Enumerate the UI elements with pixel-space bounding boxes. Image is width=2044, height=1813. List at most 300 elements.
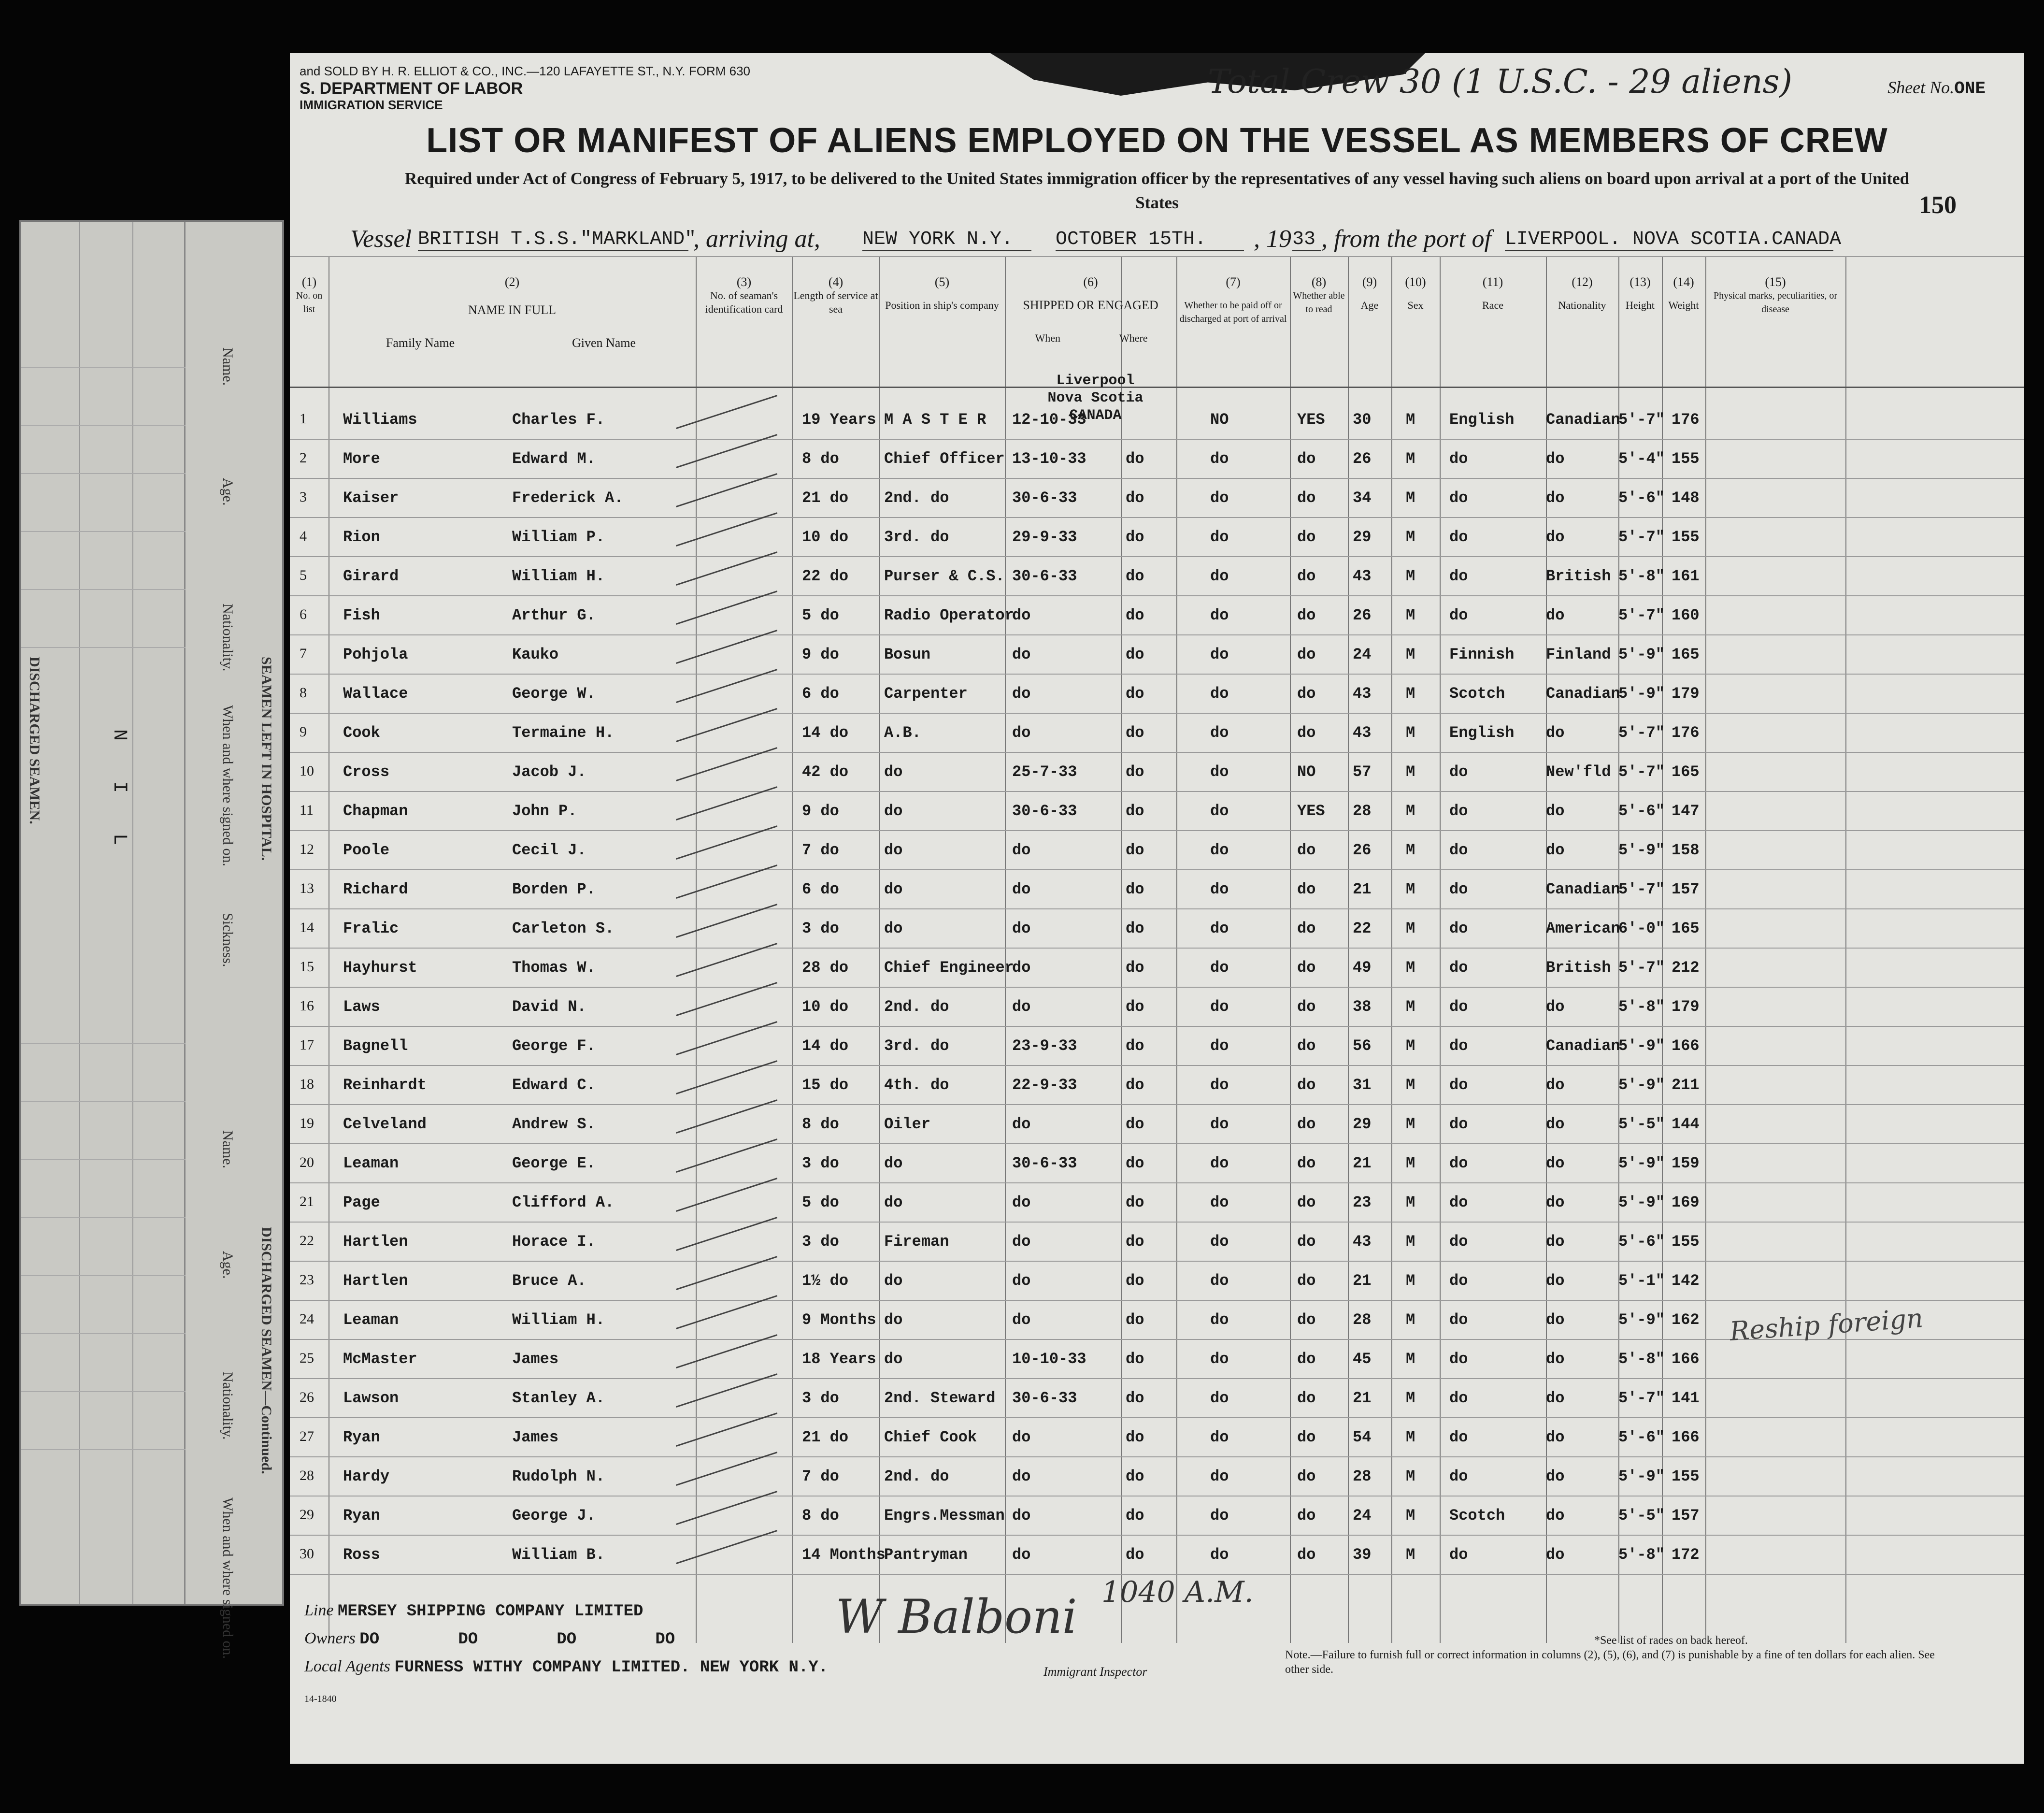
inspector-signature: W Balboni xyxy=(836,1590,1077,1644)
cell-family: Rion xyxy=(343,528,380,546)
cell-age: 22 xyxy=(1353,920,1372,937)
cell-read: do xyxy=(1297,646,1316,663)
cell-given: Jacob J. xyxy=(512,763,586,781)
cell-age: 43 xyxy=(1353,685,1372,703)
cell-age: 21 xyxy=(1353,880,1372,898)
cell-given: Borden P. xyxy=(512,880,596,898)
cell-paid: do xyxy=(1210,1194,1229,1211)
cell-nationality: New'fld xyxy=(1546,763,1611,781)
cell-sex: M xyxy=(1406,1272,1415,1290)
cell-race: do xyxy=(1449,763,1468,781)
cell-age: 43 xyxy=(1353,724,1372,742)
cell-when: do xyxy=(1012,959,1031,977)
cell-family: Reinhardt xyxy=(343,1076,427,1094)
manifest-page: and SOLD BY H. R. ELLIOT & CO., INC.—120 LAFAYETTE ST., N.Y. FORM 630 S. DEPARTMENT OF LABOR IMMIGRATION SERVICE Total Crew 30 (1 U.S.C. - 29 aliens) Sheet No.ONE LIST OR MANIFEST OF ALIENS EMPLOYED ON THE VESSEL AS MEMBERS OF CREW Required under Act of Congress of February 5, 1917, to be delivered to the United States immigration officer by the representatives of any vessel having such aliens on board upon arrival at a port of the United States 150 Vessel BRITISH T.S.S."MARKLAND" , arriving at, NEW YORK N.Y. OCTOBER 15TH. , 19 33 , from the port of LIVERPOOL. NOVA SCOTIA.CANADA (1) No. on list (2) NAME IN FULL Family Name Given Name (3) No. of seaman's identification card (4) Length of service at sea (5) Position in ship's company (6) SHIPPED OR ENGAGED When Where (7) Whether to be paid off or discharged at port of arrival (8) Whether able to read (9) Age (10) Sex (11) Race (12) Nationality (13) Height (14) Weight (15) Physical marks, peculiarities, or disease 1 Williams Charles F. 19 Years M A S T E R 12-10-33 NO YES 30 M English Canadian 5'-7" 176 2 More Edward M. 8 do Chief Officer 13-10-33 do do do 26 M do do 5'-4" 155 3 Kaiser Frederick A. 21 do 2nd. do 30-6-33 do do do 34 M do do 5'-6" 148 4 Rion William P. 10 do 3rd. do 29-9-33 do do do 29 M do do 5'-7" 155 5 Girard William H. 22 do Purser & C.S. 30-6-33 do do do 43 M do British 5'-8" 161 6 Fish Arthur G. 5 do Radio Operator do do do do 26 M do do 5'-7" 160 7 Pohjola Kauko 9 do Bosun do do do do 24 M Finnish Finland 5'-9" 165 8 Wallace George W. 6 do Carpenter do do do do 43 M Scotch Canadian 5'-9" 179 9 Cook Termaine H. 14 do A.B. do do do do 43 M English do 5'-7" 176 10 Cross Jacob J. 42 do do 25-7-33 do do NO 57 M do New'fld 5'-7" 165 11 Chapman John P. 9 do do 30-6-33 do do YES 28 M do do 5'-6" 147 12 Poole Cecil J. 7 do do do do do do 26 M do do 5'-9" 158 13 Richard Borden P. 6 do do do do do do 21 M do Canadian 5'-7" 157 14 Fralic Carleton S. 3 do do do do do do 22 M do American 6'-0" 165 15 Hayhurst Thomas W. 28 do Chief Engineer do do do do 49 M do British 5'-7" 212 16 Laws David N. 10 do 2nd. do do do do do 38 M do do 5'-8" 179 17 Bagnell George F. 14 do 3rd. do 23-9-33 do do do 56 M do Canadian 5'-9" 166 18 Reinhardt Edward C. 15 do 4th. do 22-9-33 do do do 31 M do do 5'-9" 211 19 Celveland Andrew S. 8 do Oiler do do do do 29 M do do 5'-5" 144 20 Leaman George E. 3 do do 30-6-33 do do do 21 M do do 5'-9" 159 21 Page Clifford A. 5 do do do do do do 23 M do do 5'-9" 169 22 Hartlen Horace I. 3 do Fireman do do do do 43 M do do 5'-6" 155 23 Hartlen Bruce A. 1½ do do do do do do 21 M do do 5'-1" 142 24 Leaman William H. 9 Months do do do do do 28 M do do 5'-9" 162 25 McMaster James 18 Years do 10-10-33 do do do 45 M do do 5'-8" 166 26 Lawson Stanley A. 3 do 2nd. Steward 30-6-33 do do do 21 M do do 5'-7" 141 27 Ryan James 21 do Chief Cook do do do do 54 M do do 5'-6" 166 28 Hardy Rudolph N. 7 do 2nd. do do do do do 28 M do do 5'-9" 155 29 Ryan George J. 8 do Engrs.Messman do do do do 24 M Scotch do 5'-5" 157 30 Ross William B. 14 Months Pantryman do do do do 39 M do do 5'-8" 172 Liverpool Nova Scotia CANADA Reship foreign Line MERSEY SHIPPING COMPANY LIMITED Owners DO DO DO DO Local Agents FURNESS WITHY COMPANY LIMITED. NEW YORK N.Y. W Balboni 1040 A.M. Immigrant Inspector *See list of races on back hereof. Note.—Failure to furnish full or correct information in columns (2), (5), (6), and (7) is punishable by a fine of ten dollars for each alien. See other side. 14-1840 xyxy=(290,53,2024,1764)
arrival-port: NEW YORK N.Y. xyxy=(862,229,1031,251)
cell-paid: do xyxy=(1210,959,1229,977)
cell-height: 5'-9" xyxy=(1618,1311,1665,1329)
cell-nationality: do xyxy=(1546,1468,1565,1485)
cell-weight: 211 xyxy=(1672,1076,1700,1094)
table-row xyxy=(290,949,2024,988)
cell-race: English xyxy=(1449,724,1515,742)
cell-read: do xyxy=(1297,959,1316,977)
cell-where: do xyxy=(1126,880,1144,898)
cell-height: 5'-9" xyxy=(1618,1194,1665,1211)
cell-read: do xyxy=(1297,606,1316,624)
table-row xyxy=(290,1066,2024,1105)
cell-family: Leaman xyxy=(343,1311,399,1329)
cell-sex: M xyxy=(1406,1233,1415,1251)
cell-height: 5'-6" xyxy=(1618,1428,1665,1446)
inspection-time: 1040 A.M. xyxy=(1101,1575,1254,1609)
cell-no: 24 xyxy=(300,1311,314,1327)
cell-when: do xyxy=(1012,724,1031,742)
cell-height: 5'-5" xyxy=(1618,1115,1665,1133)
cell-age: 26 xyxy=(1353,606,1372,624)
cell-nationality: American xyxy=(1546,920,1620,937)
cell-service: 15 do xyxy=(802,1076,849,1094)
owners-value: DO DO DO DO xyxy=(359,1630,675,1649)
cell-age: 28 xyxy=(1353,802,1372,820)
cell-when: do xyxy=(1012,1115,1031,1133)
cell-position: do xyxy=(884,920,903,937)
cell-sex: M xyxy=(1406,528,1415,546)
cell-paid: do xyxy=(1210,606,1229,624)
cell-age: 28 xyxy=(1353,1311,1372,1329)
cell-service: 3 do xyxy=(802,1154,839,1172)
side-title-discharged-continued: DISCHARGED SEAMEN—Continued. xyxy=(258,1227,274,1474)
cell-position: M A S T E R xyxy=(884,411,986,429)
cell-weight: 155 xyxy=(1672,1468,1700,1485)
cell-height: 5'-8" xyxy=(1618,998,1665,1016)
cell-where: do xyxy=(1126,1115,1144,1133)
cell-family: Pohjola xyxy=(343,646,408,663)
cell-read: do xyxy=(1297,998,1316,1016)
cell-sex: M xyxy=(1406,646,1415,663)
cell-position: 4th. do xyxy=(884,1076,949,1094)
side-form-strip xyxy=(19,220,284,1659)
cell-given: David N. xyxy=(512,998,586,1016)
cell-weight: 165 xyxy=(1672,920,1700,937)
cell-where: do xyxy=(1126,1194,1144,1211)
cell-nationality: do xyxy=(1546,606,1565,624)
cell-read: do xyxy=(1297,567,1316,585)
cell-family: Hayhurst xyxy=(343,959,417,977)
cell-height: 5'-7" xyxy=(1618,606,1665,624)
cell-sex: M xyxy=(1406,1076,1415,1094)
table-row xyxy=(290,1419,2024,1457)
cell-position: do xyxy=(884,880,903,898)
cell-service: 8 do xyxy=(802,450,839,468)
cell-given: Carleton S. xyxy=(512,920,615,937)
cell-age: 23 xyxy=(1353,1194,1372,1211)
cell-family: Hartlen xyxy=(343,1272,408,1290)
cell-paid: do xyxy=(1210,1115,1229,1133)
cell-service: 9 Months xyxy=(802,1311,876,1329)
cell-service: 21 do xyxy=(802,1428,849,1446)
cell-when: do xyxy=(1012,920,1031,937)
cell-family: Ryan xyxy=(343,1428,380,1446)
cell-position: 2nd. Steward xyxy=(884,1389,996,1407)
cell-paid: do xyxy=(1210,1037,1229,1055)
cell-no: 10 xyxy=(300,763,314,779)
cell-age: 29 xyxy=(1353,528,1372,546)
cell-service: 1½ do xyxy=(802,1272,849,1290)
cell-no: 23 xyxy=(300,1272,314,1288)
cell-read: YES xyxy=(1297,411,1325,429)
cell-race: do xyxy=(1449,1194,1468,1211)
cell-read: do xyxy=(1297,1154,1316,1172)
cell-race: Scotch xyxy=(1449,1507,1505,1525)
cell-height: 5'-7" xyxy=(1618,959,1665,977)
cell-sex: M xyxy=(1406,841,1415,859)
cell-family: Kaiser xyxy=(343,489,399,507)
cell-age: 26 xyxy=(1353,841,1372,859)
cell-age: 28 xyxy=(1353,1468,1372,1485)
cell-race: do xyxy=(1449,1272,1468,1290)
cell-no: 2 xyxy=(300,450,307,466)
cell-where: do xyxy=(1126,1272,1144,1290)
cell-when: do xyxy=(1012,841,1031,859)
cell-where: do xyxy=(1126,1037,1144,1055)
cell-position: do xyxy=(884,841,903,859)
cell-sex: M xyxy=(1406,1546,1415,1564)
cell-family: Page xyxy=(343,1194,380,1211)
cell-age: 26 xyxy=(1353,450,1372,468)
cell-service: 19 Years xyxy=(802,411,876,429)
cell-family: Celveland xyxy=(343,1115,427,1133)
cell-weight: 169 xyxy=(1672,1194,1700,1211)
footer-fields: Line MERSEY SHIPPING COMPANY LIMITED Owners DO DO DO DO Local Agents FURNESS WITHY COMPANY LIMITED. NEW YORK N.Y. xyxy=(304,1601,829,1677)
cell-service: 10 do xyxy=(802,998,849,1016)
cell-race: do xyxy=(1449,1350,1468,1368)
table-row xyxy=(290,988,2024,1027)
cell-service: 8 do xyxy=(802,1115,839,1133)
cell-family: Girard xyxy=(343,567,399,585)
cell-weight: 148 xyxy=(1672,489,1700,507)
cell-service: 18 Years xyxy=(802,1350,876,1368)
cell-paid: do xyxy=(1210,450,1229,468)
cell-height: 5'-9" xyxy=(1618,646,1665,663)
cell-read: do xyxy=(1297,1115,1316,1133)
side-title-discharged: DISCHARGED SEAMEN. xyxy=(27,657,43,824)
cell-read: do xyxy=(1297,685,1316,703)
cell-where: do xyxy=(1126,489,1144,507)
arrival-year: 33 xyxy=(1292,229,1321,251)
table-row xyxy=(290,1340,2024,1379)
col7-header: (7) Whether to be paid off or discharged at port of arrival xyxy=(1179,275,1287,324)
cell-position: Chief Officer xyxy=(884,450,1005,468)
cell-weight: 160 xyxy=(1672,606,1700,624)
cell-when: do xyxy=(1012,880,1031,898)
cell-family: Cross xyxy=(343,763,390,781)
cell-position: do xyxy=(884,802,903,820)
col6-header: (6) SHIPPED OR ENGAGED When Where xyxy=(1023,275,1158,344)
cell-where: do xyxy=(1126,646,1144,663)
cell-position: 3rd. do xyxy=(884,528,949,546)
cell-weight: 161 xyxy=(1672,567,1700,585)
cell-sex: M xyxy=(1406,1507,1415,1525)
cell-given: Frederick A. xyxy=(512,489,624,507)
side-label-signed-on-2: When and where signed on. xyxy=(220,1497,236,1659)
cell-when: 10-10-33 xyxy=(1012,1350,1086,1368)
cell-sex: M xyxy=(1406,763,1415,781)
cell-service: 14 do xyxy=(802,1037,849,1055)
cell-height: 5'-9" xyxy=(1618,1468,1665,1485)
cell-nationality: Canadian xyxy=(1546,685,1620,703)
cell-sex: M xyxy=(1406,450,1415,468)
cell-age: 43 xyxy=(1353,1233,1372,1251)
cell-family: Wallace xyxy=(343,685,408,703)
cell-no: 27 xyxy=(300,1428,314,1444)
cell-height: 6'-0" xyxy=(1618,920,1665,937)
cell-nationality: do xyxy=(1546,1507,1565,1525)
cell-read: YES xyxy=(1297,802,1325,820)
cell-nationality: Finland xyxy=(1546,646,1611,663)
first-row-where: Liverpool Nova Scotia CANADA xyxy=(1047,373,1143,424)
cell-no: 21 xyxy=(300,1194,314,1209)
cell-family: McMaster xyxy=(343,1350,417,1368)
form-number: FORM 630 xyxy=(688,64,750,78)
cell-position: Chief Cook xyxy=(884,1428,977,1446)
cell-given: Termaine H. xyxy=(512,724,615,742)
col13-header: (13) Height xyxy=(1626,275,1655,311)
cell-read: do xyxy=(1297,1076,1316,1094)
cell-position: 3rd. do xyxy=(884,1037,949,1055)
cell-nationality: do xyxy=(1546,724,1565,742)
cell-age: 21 xyxy=(1353,1154,1372,1172)
cell-given: Horace I. xyxy=(512,1233,596,1251)
cell-height: 5'-7" xyxy=(1618,528,1665,546)
cell-no: 18 xyxy=(300,1076,314,1092)
col10-header: (10) Sex xyxy=(1405,275,1426,311)
cell-given: William H. xyxy=(512,1311,605,1329)
cell-given: William H. xyxy=(512,567,605,585)
cell-given: George J. xyxy=(512,1507,596,1525)
cell-paid: do xyxy=(1210,1076,1229,1094)
cell-age: 31 xyxy=(1353,1076,1372,1094)
cell-service: 28 do xyxy=(802,959,849,977)
cell-given: Arthur G. xyxy=(512,606,596,624)
cell-age: 39 xyxy=(1353,1546,1372,1564)
cell-weight: 155 xyxy=(1672,450,1700,468)
cell-service: 9 do xyxy=(802,646,839,663)
cell-read: do xyxy=(1297,1468,1316,1485)
cell-sex: M xyxy=(1406,1350,1415,1368)
cell-weight: 172 xyxy=(1672,1546,1700,1564)
cell-service: 22 do xyxy=(802,567,849,585)
cell-race: do xyxy=(1449,959,1468,977)
cell-where: do xyxy=(1126,1389,1144,1407)
crew-table xyxy=(290,256,2024,1643)
table-row xyxy=(290,832,2024,870)
col14-header: (14) Weight xyxy=(1668,275,1699,311)
cell-race: do xyxy=(1449,1389,1468,1407)
cell-no: 19 xyxy=(300,1115,314,1131)
departure-port: LIVERPOOL. NOVA SCOTIA.CANADA xyxy=(1505,229,1842,250)
sheet-number: Sheet No.ONE xyxy=(1887,78,1986,99)
cell-paid: do xyxy=(1210,920,1229,937)
cell-given: Rudolph N. xyxy=(512,1468,605,1485)
side-label-age-2: Age. xyxy=(220,1251,236,1279)
cell-weight: 176 xyxy=(1672,411,1700,429)
col15-header: (15) Physical marks, peculiarities, or disease xyxy=(1713,275,1838,315)
cell-where: do xyxy=(1126,606,1144,624)
table-row xyxy=(290,1536,2024,1575)
cell-race: do xyxy=(1449,880,1468,898)
cell-sex: M xyxy=(1406,489,1415,507)
cell-nationality: do xyxy=(1546,1546,1565,1564)
cell-read: do xyxy=(1297,841,1316,859)
cell-service: 7 do xyxy=(802,841,839,859)
cell-given: John P. xyxy=(512,802,577,820)
table-row xyxy=(290,753,2024,792)
cell-when: 25-7-33 xyxy=(1012,763,1077,781)
cell-when: do xyxy=(1012,1428,1031,1446)
cell-where: do xyxy=(1126,959,1144,977)
cell-nationality: do xyxy=(1546,528,1565,546)
cell-age: 45 xyxy=(1353,1350,1372,1368)
cell-when: do xyxy=(1012,1311,1031,1329)
cell-weight: 166 xyxy=(1672,1037,1700,1055)
cell-paid: NO xyxy=(1210,411,1229,429)
table-row xyxy=(290,440,2024,479)
margin-note: Reship foreign xyxy=(1729,1303,1924,1347)
cell-where: do xyxy=(1126,1507,1144,1525)
cell-given: William B. xyxy=(512,1546,605,1564)
side-label-signed-on: When and where signed on. xyxy=(220,705,236,867)
cell-service: 21 do xyxy=(802,489,849,507)
cell-no: 9 xyxy=(300,724,307,740)
table-row xyxy=(290,1497,2024,1536)
table-row xyxy=(290,1145,2024,1183)
cell-service: 5 do xyxy=(802,606,839,624)
cell-race: do xyxy=(1449,920,1468,937)
cell-family: Lawson xyxy=(343,1389,399,1407)
form-code: 14-1840 xyxy=(304,1694,337,1704)
cell-no: 29 xyxy=(300,1507,314,1523)
table-row xyxy=(290,1027,2024,1066)
side-label-name-2: Name. xyxy=(220,1130,236,1169)
col1-header: (1) No. on list xyxy=(296,275,323,315)
cell-nationality: Canadian xyxy=(1546,411,1620,429)
cell-sex: M xyxy=(1406,1468,1415,1485)
cell-given: Bruce A. xyxy=(512,1272,586,1290)
cell-weight: 165 xyxy=(1672,763,1700,781)
cell-race: do xyxy=(1449,450,1468,468)
cell-service: 14 do xyxy=(802,724,849,742)
cell-given: Kauko xyxy=(512,646,559,663)
cell-read: do xyxy=(1297,1389,1316,1407)
cell-height: 5'-6" xyxy=(1618,1233,1665,1251)
cell-nationality: do xyxy=(1546,1115,1565,1133)
cell-height: 5'-6" xyxy=(1618,489,1665,507)
cell-where: do xyxy=(1126,1311,1144,1329)
cell-given: Edward C. xyxy=(512,1076,596,1094)
cell-nationality: do xyxy=(1546,1350,1565,1368)
col2-header: (2) NAME IN FULL Family Name Given Name xyxy=(386,275,636,350)
cell-race: do xyxy=(1449,1037,1468,1055)
cell-position: Chief Engineer xyxy=(884,959,1014,977)
cell-paid: do xyxy=(1210,1428,1229,1446)
table-row xyxy=(290,479,2024,518)
cell-paid: do xyxy=(1210,528,1229,546)
cell-given: Edward M. xyxy=(512,450,596,468)
cell-when: 23-9-33 xyxy=(1012,1037,1077,1055)
cell-where: do xyxy=(1126,685,1144,703)
table-row xyxy=(290,1106,2024,1144)
cell-height: 5'-7" xyxy=(1618,1389,1665,1407)
cell-when: do xyxy=(1012,1507,1031,1525)
cell-race: do xyxy=(1449,567,1468,585)
cell-age: 29 xyxy=(1353,1115,1372,1133)
table-row xyxy=(290,636,2024,675)
cell-where: do xyxy=(1126,1154,1144,1172)
cell-paid: do xyxy=(1210,489,1229,507)
cell-family: Fralic xyxy=(343,920,399,937)
cell-service: 3 do xyxy=(802,1233,839,1251)
cell-height: 5'-9" xyxy=(1618,1037,1665,1055)
table-row xyxy=(290,558,2024,596)
table-row xyxy=(290,1184,2024,1223)
cell-sex: M xyxy=(1406,959,1415,977)
cell-given: Clifford A. xyxy=(512,1194,615,1211)
cell-sex: M xyxy=(1406,411,1415,429)
printer-line: and SOLD BY H. R. ELLIOT & CO., INC.—120 LAFAYETTE ST., N.Y. FORM 630 xyxy=(300,64,750,78)
cell-position: Bosun xyxy=(884,646,931,663)
cell-weight: 166 xyxy=(1672,1350,1700,1368)
cell-family: Williams xyxy=(343,411,417,429)
cell-when: do xyxy=(1012,646,1031,663)
cell-read: do xyxy=(1297,528,1316,546)
cell-service: 5 do xyxy=(802,1194,839,1211)
cell-no: 30 xyxy=(300,1546,314,1562)
cell-race: do xyxy=(1449,1468,1468,1485)
cell-race: do xyxy=(1449,1428,1468,1446)
cell-position: Carpenter xyxy=(884,685,968,703)
cell-race: do xyxy=(1449,489,1468,507)
cell-nationality: do xyxy=(1546,802,1565,820)
cell-paid: do xyxy=(1210,567,1229,585)
cell-no: 5 xyxy=(300,567,307,583)
cell-where: do xyxy=(1126,1468,1144,1485)
cell-height: 5'-7" xyxy=(1618,724,1665,742)
cell-paid: do xyxy=(1210,724,1229,742)
cell-sex: M xyxy=(1406,920,1415,937)
cell-nationality: do xyxy=(1546,1233,1565,1251)
cell-where: do xyxy=(1126,450,1144,468)
cell-position: do xyxy=(884,1154,903,1172)
col5-header: (5) Position in ship's company xyxy=(885,275,999,311)
cell-nationality: do xyxy=(1546,1272,1565,1290)
side-label-age: Age. xyxy=(220,478,236,506)
cell-family: Chapman xyxy=(343,802,408,820)
cell-no: 15 xyxy=(300,959,314,975)
cell-read: do xyxy=(1297,920,1316,937)
side-label-nationality-2: Nationality. xyxy=(220,1372,236,1440)
cell-when: do xyxy=(1012,606,1031,624)
cell-nationality: do xyxy=(1546,998,1565,1016)
cell-given: Thomas W. xyxy=(512,959,596,977)
cell-paid: do xyxy=(1210,1389,1229,1407)
cell-paid: do xyxy=(1210,685,1229,703)
cell-when: 29-9-33 xyxy=(1012,528,1077,546)
cell-paid: do xyxy=(1210,998,1229,1016)
cell-position: Fireman xyxy=(884,1233,949,1251)
cell-where: do xyxy=(1126,567,1144,585)
cell-sex: M xyxy=(1406,724,1415,742)
cell-paid: do xyxy=(1210,1546,1229,1564)
